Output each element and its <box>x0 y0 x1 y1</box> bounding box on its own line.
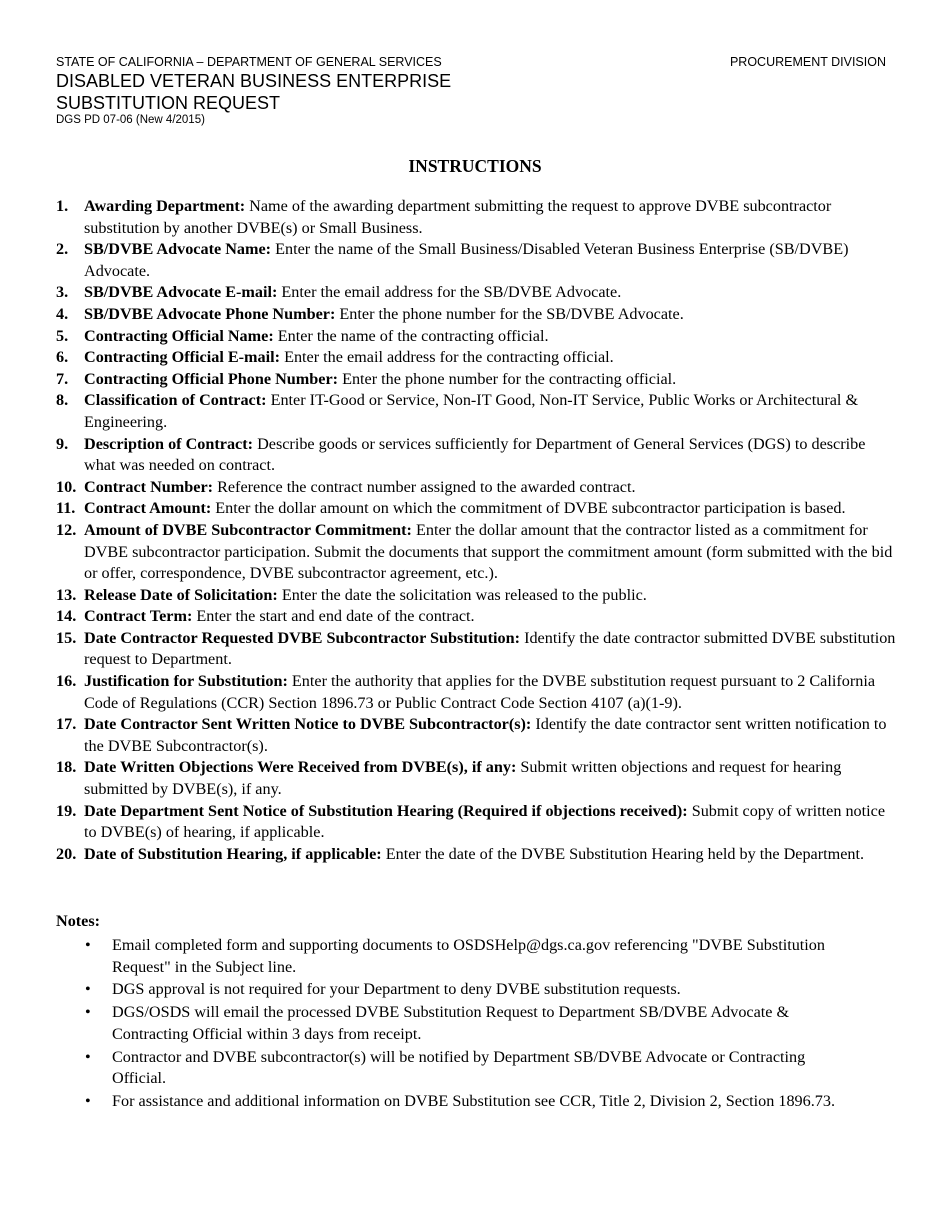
instruction-item <box>56 434 896 477</box>
item-text: Enter the name of the Small Business/Disabled Veteran Business Enterprise (SB/DVBE) Advocate. <box>84 240 849 280</box>
instruction-item <box>56 477 896 499</box>
item-number: 19. <box>56 801 77 820</box>
instruction-item <box>56 628 896 671</box>
instruction-item <box>56 498 896 520</box>
instruction-item <box>56 390 896 433</box>
item-number: 1. <box>56 197 69 215</box>
item-number: 14. <box>56 607 77 626</box>
item-text: Identify the date contractor sent written notification to the DVBE Subcontractor(s). <box>84 715 887 755</box>
item-text: Describe goods or services sufficiently for Department of General Services (DGS) to describe what was needed on contract. <box>84 434 866 475</box>
item-text: Name of the awarding department submitting the request to approve DVBE subcontractor substitution by another DVBE(s) or Small Business. <box>84 197 832 237</box>
instruction-item <box>56 757 896 800</box>
instruction-item <box>56 585 896 607</box>
item-term: Contract Amount: <box>84 499 212 518</box>
item-term: Date Contractor Requested DVBE Subcontractor Substitution: <box>84 628 521 647</box>
form-title-line-1: DISABLED VETERAN BUSINESS ENTERPRISE <box>56 71 452 91</box>
instruction-item <box>56 196 896 239</box>
item-number: 16. <box>56 672 77 691</box>
item-number: 17. <box>56 715 77 734</box>
item-number: 10. <box>56 477 77 496</box>
item-number: 8. <box>56 391 69 410</box>
item-term: Awarding Department: <box>84 197 246 215</box>
instruction-item <box>56 239 896 282</box>
item-text: Enter the name of the contracting official. <box>277 326 549 345</box>
notes-heading: Notes: <box>56 912 101 930</box>
form-title <box>56 70 451 114</box>
bullet-icon: • <box>85 936 91 954</box>
instruction-item <box>56 520 896 585</box>
item-text: Enter the date of the DVBE Substitution Hearing held by the Department. <box>385 844 865 863</box>
note-item <box>85 935 845 978</box>
item-text: Enter the email address for the contracting official. <box>284 348 614 367</box>
instruction-item <box>56 304 896 326</box>
item-number: 18. <box>56 758 77 777</box>
note-text: DGS approval is not required for your Department to deny DVBE substitution requests. <box>112 980 681 999</box>
item-term: Date Contractor Sent Written Notice to DVBE Subcontractor(s): <box>84 715 532 734</box>
instructions-list <box>56 196 896 865</box>
item-text: Submit written objections and request for hearing submitted by DVBE(s), if any. <box>84 758 842 799</box>
note-item <box>85 979 845 1001</box>
item-term: SB/DVBE Advocate E-mail: <box>84 283 278 302</box>
form-number: DGS PD 07-06 (New 4/2015) <box>56 114 205 126</box>
item-text: Enter the authority that applies for the DVBE substitution request pursuant to 2 California Code of Regulations (CCR) Section 1896.73 or Public Contract Code Section 4107 (a)(1-9). <box>84 672 876 712</box>
item-text: Enter the email address for the SB/DVBE Advocate. <box>281 283 622 302</box>
item-term: Contracting Official Phone Number: <box>84 369 339 388</box>
bullet-icon: • <box>85 1091 91 1110</box>
item-term: Contract Term: <box>84 607 193 626</box>
item-number: 5. <box>56 326 69 345</box>
note-text: Email completed form and supporting documents to OSDSHelp@dgs.ca.gov referencing "DVBE Substitution Request" in the Subject line. <box>112 936 825 976</box>
division-name: PROCUREMENT DIVISION <box>729 55 886 69</box>
item-number: 20. <box>56 844 77 863</box>
item-number: 3. <box>56 283 69 302</box>
item-term: SB/DVBE Advocate Name: <box>84 240 272 259</box>
item-number: 12. <box>56 520 77 539</box>
instruction-item <box>56 282 896 304</box>
bullet-icon: • <box>85 1003 91 1022</box>
item-number: 11. <box>56 499 76 518</box>
note-item <box>85 1002 845 1045</box>
item-term: Contracting Official E-mail: <box>84 348 281 367</box>
item-number: 13. <box>56 585 77 604</box>
item-text: Identify the date contractor submitted DVBE substitution request to Department. <box>84 628 896 669</box>
note-item <box>85 1091 845 1113</box>
item-text: Enter the phone number for the contracting official. <box>342 369 677 388</box>
item-number: 4. <box>56 304 69 323</box>
item-number: 15. <box>56 628 77 647</box>
item-text: Enter the start and end date of the contract. <box>196 607 475 626</box>
item-term: Amount of DVBE Subcontractor Commitment: <box>84 520 412 539</box>
item-number: 2. <box>56 240 69 259</box>
item-term: Date of Substitution Hearing, if applicable: <box>84 844 382 863</box>
bullet-icon: • <box>85 1047 91 1066</box>
instruction-item <box>56 369 896 391</box>
item-text: Enter the date the solicitation was released to the public. <box>281 585 647 604</box>
item-term: Contract Number: <box>84 477 214 496</box>
instructions-heading: INSTRUCTIONS <box>408 156 542 176</box>
item-text: Enter the dollar amount that the contractor listed as a commitment for DVBE subcontractor participation. Submit the documents that support the commitment amount (form submitted with the bid or offer, correspondence, DVBE subcontractor agreement, etc.). <box>84 520 893 583</box>
form-title-line-2: SUBSTITUTION REQUEST <box>56 93 281 113</box>
notes-list <box>85 935 845 1114</box>
item-number: 7. <box>56 369 69 388</box>
item-term: Justification for Substitution: <box>84 672 288 691</box>
item-term: Date Department Sent Notice of Substitution Hearing (Required if objections received): <box>84 801 688 820</box>
item-term: Classification of Contract: <box>84 391 267 410</box>
instruction-item <box>56 844 896 866</box>
agency-name: STATE OF CALIFORNIA – DEPARTMENT OF GENERAL SERVICES <box>56 55 442 69</box>
note-text: DGS/OSDS will email the processed DVBE Substitution Request to Department SB/DVBE Advocate & Contracting Official within 3 days from receipt. <box>112 1003 790 1043</box>
item-number: 6. <box>56 348 69 367</box>
instruction-item <box>56 606 896 628</box>
item-text: Enter the phone number for the SB/DVBE Advocate. <box>339 304 684 323</box>
note-text: Contractor and DVBE subcontractor(s) will be notified by Department SB/DVBE Advocate or Contracting Official. <box>112 1047 806 1088</box>
note-text: For assistance and additional information on DVBE Substitution see CCR, Title 2, Division 2, Section 1896.73. <box>112 1091 836 1110</box>
note-item <box>85 1047 845 1090</box>
item-text: Enter IT-Good or Service, Non-IT Good, Non-IT Service, Public Works or Architectural & Engineering. <box>84 391 859 431</box>
instruction-item <box>56 714 896 757</box>
item-term: SB/DVBE Advocate Phone Number: <box>84 304 336 323</box>
item-term: Description of Contract: <box>84 434 254 453</box>
item-term: Contracting Official Name: <box>84 326 274 345</box>
item-text: Submit copy of written notice to DVBE(s) of hearing, if applicable. <box>84 801 886 842</box>
instruction-item <box>56 671 896 714</box>
item-term: Date Written Objections Were Received from DVBE(s), if any: <box>84 758 517 777</box>
item-text: Enter the dollar amount on which the commitment of DVBE subcontractor participation is based. <box>215 499 846 518</box>
instruction-item <box>56 347 896 369</box>
instruction-item <box>56 326 896 348</box>
instruction-item <box>56 801 896 844</box>
bullet-icon: • <box>85 980 91 999</box>
item-number: 9. <box>56 434 69 453</box>
item-text: Reference the contract number assigned to the awarded contract. <box>217 477 636 496</box>
item-term: Release Date of Solicitation: <box>84 585 278 604</box>
